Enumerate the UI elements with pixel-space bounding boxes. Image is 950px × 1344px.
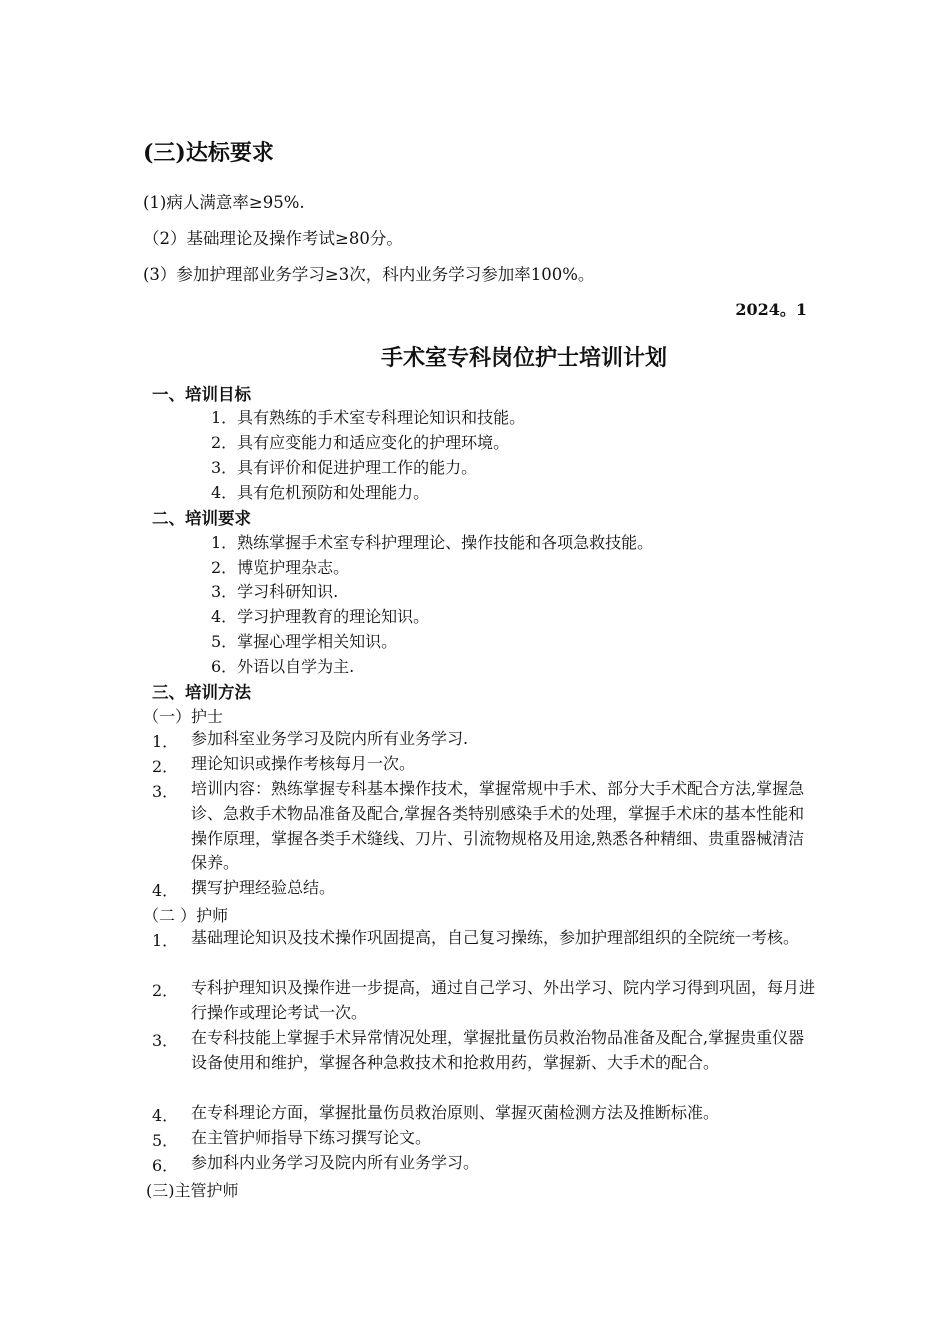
requirement-item: 6．外语以自学为主. <box>211 657 355 676</box>
requirement-item: 5．掌握心理学相关知识。 <box>211 632 398 651</box>
list-number: 3． <box>152 1031 179 1050</box>
supervisor-subheading: (三)主管护师 <box>146 1181 239 1200</box>
methods-heading: 三、培训方法 <box>152 683 251 702</box>
senior-nurse-item-text: 基础理论知识及技术操作巩固提高，自己复习操练，参加护理部组织的全院统一考核。 <box>191 928 800 947</box>
standard-item-2: （2）基础理论及操作考试≥80分。 <box>143 229 403 248</box>
requirement-item: 4．学习护理教育的理论知识。 <box>211 607 430 626</box>
goal-item: 4．具有危机预防和处理能力。 <box>211 483 430 502</box>
list-number: 5． <box>152 1131 179 1150</box>
senior-nurse-item-text: 在主管护师指导下练习撰写论文。 <box>191 1128 432 1147</box>
requirement-item: 3．学习科研知识. <box>211 582 339 601</box>
document-date: 2024。1 <box>735 300 807 319</box>
list-number: 1． <box>152 732 179 751</box>
goals-heading: 一、培训目标 <box>152 385 251 404</box>
requirements-heading: 二、培训要求 <box>152 509 251 528</box>
nurse-subheading: （一）护士 <box>143 707 224 726</box>
standard-item-3: (3）参加护理部业务学习≥3次，科内业务学习参加率100%。 <box>143 265 595 284</box>
requirement-item: 2．博览护理杂志。 <box>211 558 350 577</box>
senior-nurse-subheading: （二 ）护师 <box>143 906 229 925</box>
plan-title: 手术室专科岗位护士培训计划 <box>380 345 667 371</box>
standard-item-1: (1)病人满意率≥95%. <box>143 193 305 212</box>
goal-item: 3．具有评价和促进护理工作的能力。 <box>211 458 478 477</box>
goal-item: 1．具有熟练的手术室专科理论知识和技能。 <box>211 408 526 427</box>
goal-item: 2．具有应变能力和适应变化的护理环境。 <box>211 433 510 452</box>
senior-nurse-item-text: 专科护理知识及操作进一步提高，通过自己学习、外出学习、院内学习得到巩固，每月进行操作或理论考试一次。 <box>191 978 816 1022</box>
list-number: 2． <box>152 757 179 776</box>
nurse-item-text: 理论知识或操作考核每月一次。 <box>191 754 416 773</box>
senior-nurse-item-text: 在专科理论方面，掌握批量伤员救治原则、掌握灭菌检测方法及推断标准。 <box>191 1103 720 1122</box>
requirement-item: 1．熟练掌握手术室专科护理理论、操作技能和各项急救技能。 <box>211 533 654 552</box>
list-number: 4． <box>152 1106 179 1125</box>
nurse-item-text: 撰写护理经验总结。 <box>191 878 336 897</box>
list-number: 4． <box>152 881 179 900</box>
senior-nurse-item-text: 参加科内业务学习及院内所有业务学习。 <box>191 1153 480 1172</box>
section-heading-standards: (三)达标要求 <box>143 140 274 166</box>
list-number: 1． <box>152 931 179 950</box>
list-number: 6． <box>152 1156 179 1175</box>
nurse-item-text: 培训内容：熟练掌握专科基本操作技术，掌握常规中手术、部分大手术配合方法,掌握急诊、急救手术物品准备及配合,掌握各类特别感染手术的处理，掌握手术床的基本性能和操作原理，掌握各类手术缝线、刀片、引流物规格及用途,熟悉各种精细、贵重器械清洁保养。 <box>191 779 805 873</box>
nurse-item-text: 参加科室业务学习及院内所有业务学习. <box>191 729 469 748</box>
list-number: 2． <box>152 981 179 1000</box>
list-number: 3． <box>152 782 179 801</box>
senior-nurse-item-text: 在专科技能上掌握手术异常情况处理，掌握批量伤员救治物品准备及配合,掌握贵重仪器设备使用和维护，掌握各种急救技术和抢救用药，掌握新、大手术的配合。 <box>191 1028 805 1072</box>
